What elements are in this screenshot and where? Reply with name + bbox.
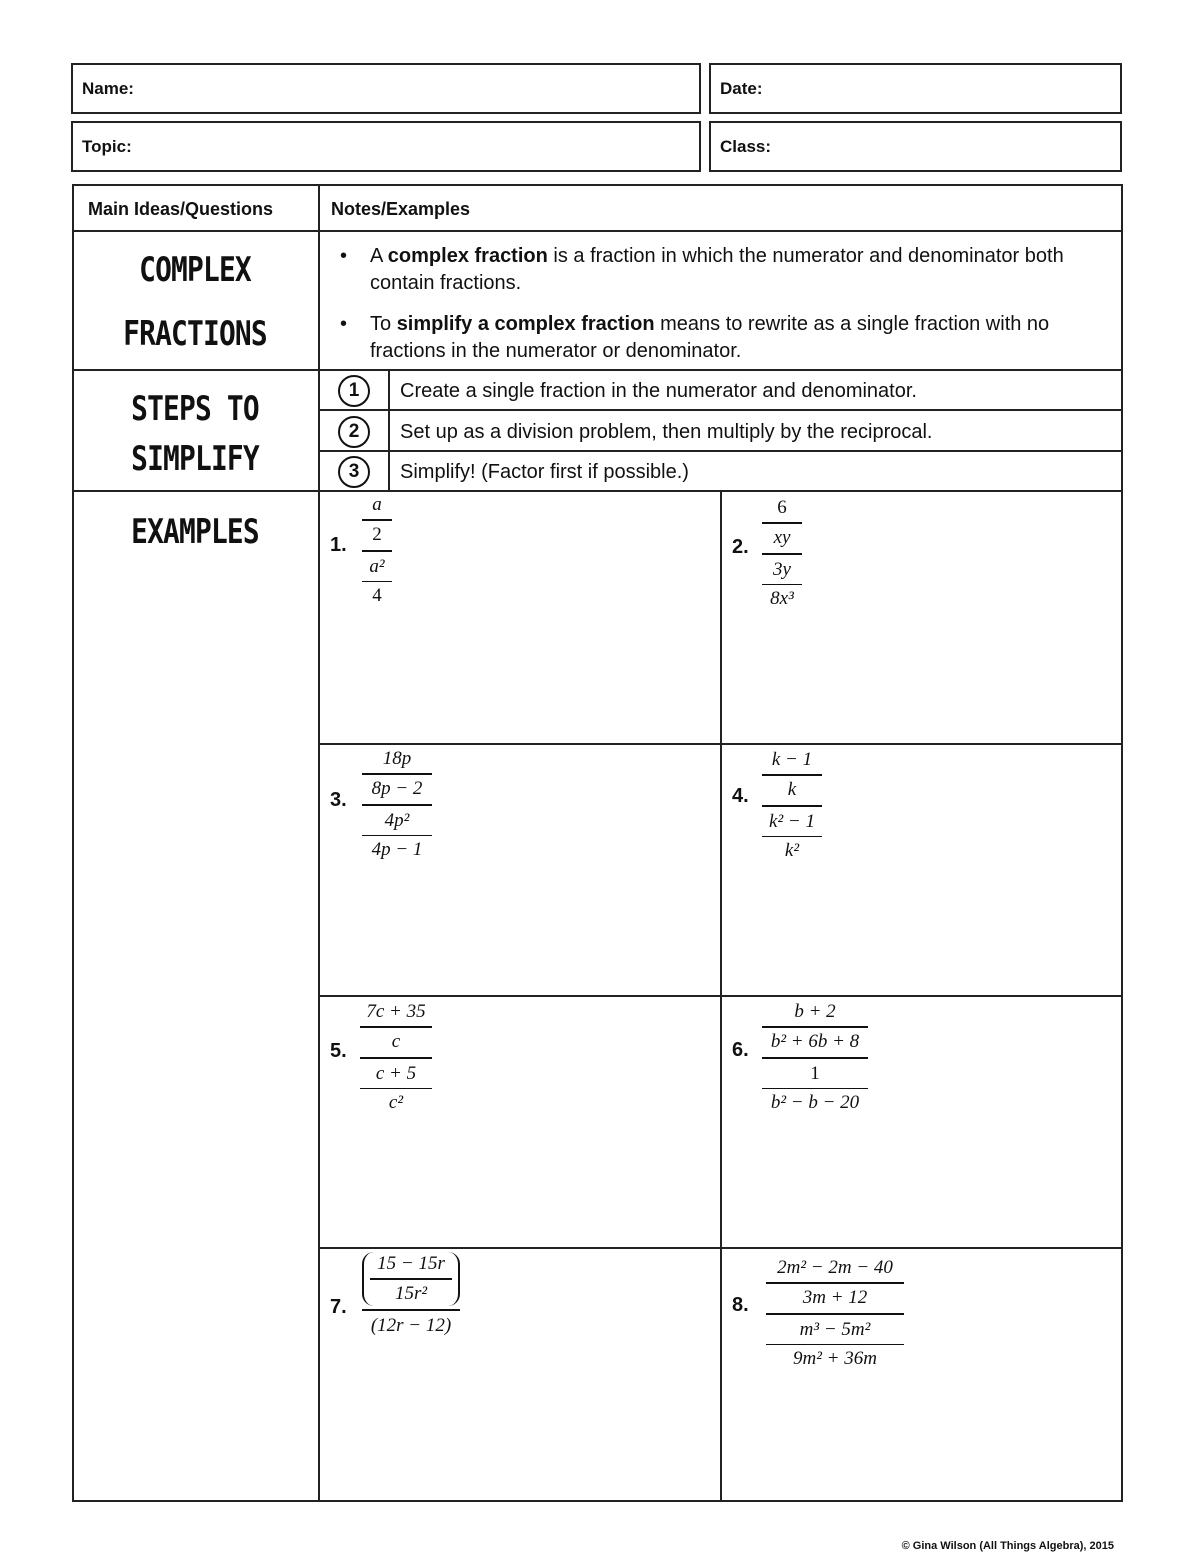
row-divider — [320, 450, 1123, 452]
title-line: FRACTIONS — [123, 314, 267, 354]
parenthesized-fraction: 15 − 15r 15r² — [362, 1252, 460, 1306]
step-number-badge: 1 — [338, 375, 370, 407]
complex-fraction: a 2 a² 4 — [362, 493, 392, 608]
example-number: 3. — [330, 789, 347, 811]
section-title-examples: EXAMPLES — [131, 512, 259, 552]
topic-label: Topic: — [82, 137, 132, 156]
complex-fraction: k − 1 k k² − 1 k² — [762, 748, 822, 863]
step-number-badge: 2 — [338, 416, 370, 448]
class-label: Class: — [720, 137, 772, 156]
complex-fraction: 6 xy 3y 8x³ — [762, 496, 802, 611]
topic-field[interactable] — [71, 121, 701, 172]
col-divider — [720, 490, 722, 1502]
name-field[interactable] — [71, 63, 701, 114]
class-field[interactable] — [709, 121, 1122, 172]
row-divider — [72, 230, 1123, 232]
date-field[interactable] — [709, 63, 1122, 114]
complex-fraction: 7c + 35 c c + 5 c² — [360, 1000, 432, 1115]
row-divider — [72, 490, 1123, 492]
bullet-dot: • — [340, 245, 348, 267]
row-divider — [72, 369, 1123, 371]
example-number: 2. — [732, 536, 749, 558]
example-number: 7. — [330, 1296, 347, 1318]
complex-fraction: 18p 8p − 2 4p² 4p − 1 — [362, 747, 432, 862]
title-line: STEPS TO — [131, 389, 259, 429]
example-number: 6. — [732, 1039, 749, 1061]
example-number: 1. — [330, 534, 347, 556]
example-number: 4. — [732, 785, 749, 807]
date-label: Date: — [720, 79, 763, 98]
step-text: Set up as a division problem, then multiply by the reciprocal. — [400, 421, 933, 443]
example-number: 8. — [732, 1294, 749, 1316]
section-title-complex-fractions — [94, 244, 296, 360]
complex-fraction: b + 2 b² + 6b + 8 1 b² − b − 20 — [762, 1000, 868, 1115]
title-line: SIMPLIFY — [131, 439, 259, 479]
definition-text: A complex fraction is a fraction in which the numerator and denominator both contain fractions. — [370, 245, 1064, 294]
col-divider — [318, 184, 320, 1502]
step-text: Simplify! (Factor first if possible.) — [400, 461, 689, 483]
complex-fraction: 15 − 15r 15r² (12r − 12) — [362, 1252, 460, 1338]
bullet-dot: • — [340, 313, 348, 335]
title-line: COMPLEX — [139, 250, 251, 290]
example-number: 5. — [330, 1040, 347, 1062]
name-label: Name: — [82, 79, 134, 98]
simplify-text: To simplify a complex fraction means to rewrite as a single fraction with no fractions in the numerator or denominator. — [370, 313, 1050, 362]
row-divider — [320, 409, 1123, 411]
complex-fraction: 2m² − 2m − 40 3m + 12 m³ − 5m² 9m² + 36m — [766, 1256, 904, 1371]
column-header-notes: Notes/Examples — [331, 199, 471, 219]
col-divider — [388, 369, 390, 491]
column-header-main-ideas: Main Ideas/Questions — [88, 199, 274, 219]
step-text: Create a single fraction in the numerator and denominator. — [400, 380, 917, 402]
section-title-steps — [94, 384, 296, 484]
step-number-badge: 3 — [338, 456, 370, 488]
copyright-notice: © Gina Wilson (All Things Algebra), 2015 — [901, 1540, 1114, 1552]
